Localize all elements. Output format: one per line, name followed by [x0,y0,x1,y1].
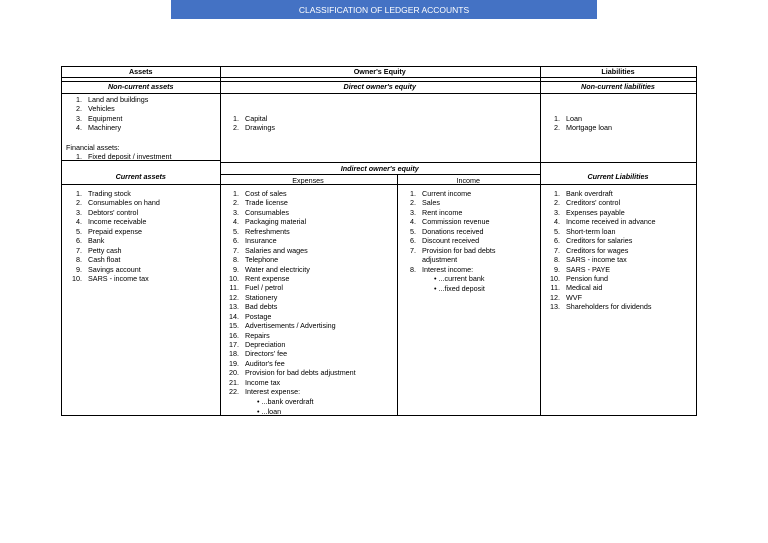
header-rule-1 [62,77,696,78]
non-current-liabilities-heading: Non-current liabilities [581,82,655,91]
liabilities-section-rule [540,162,696,163]
current-assets-heading: Current assets [115,172,166,181]
current-liabilities-heading: Current Liabilities [587,172,649,181]
column-divider-expenses-income [397,174,398,415]
current-liabilities-rule [540,184,696,185]
income-heading: Income [456,175,481,185]
expenses-heading: Expenses [292,175,324,185]
owners-equity-header: Owner's Equity [353,67,406,76]
interest-expense-loan: • ...loan [257,406,282,416]
column-divider-assets [220,67,221,415]
column-divider-liabilities [540,67,541,415]
liabilities-header: Liabilities [601,67,635,76]
ledger-classification-table: Assets Owner's Equity Liabilities Non-current assets Direct owner's equity Non-current liabilities 1. Land and buildings 2. Vehicles 3. Equipment 4. Machinery Financial assets: 1. Fixed deposit / investment 1. Capital 2. Drawings 1. Loan 2. Mortgage loan Current assets Indirect owner's equity Expenses Income Current Liabilities 1. Trading stock 2. Consumables on hand 3. Debtors' control 4. Income receivable 5. Prepaid expense 6. Bank 7. Petty cash 8. Cash float 9. Savings account 10. SARS - income tax 1. Cost of sales 2. Trade license 3. Consumables 4. Packaging material 5. Refreshments 6. Insurance 7. Salaries and wages 8. Telephone 9. Water and electricity 10. Rent expense 11. Fuel / petrol 12. Stationery 13. Bad debts 14. Postage 15. Advertisements / Advertising 16. Repairs 17. Depreciation 18. Directors' fee 19. Auditor's fee 20. Provision for bad debts adjustment 21. Income tax 22. Interest expense: • ...bank overdraft • ...loan 1. Current income 2. Sales 3. Rent income 4. Commission revenue 5. Donations received 6. Discount received 7. Provision for bad debts adjustment 8. Interest income: • ...current bank • ...fixed deposit 1. Bank overdraft 2. Creditors' control 3. Expenses payable 4. Income received in advance 5. Short-term loan 6. Creditors for salaries 7. Creditors for wages 8. SARS - income tax 9. SARS - PAYE 10. Pension fund 11. Medical aid 12. WVF 13. Shareholders for dividends [61,66,697,416]
subheader-rule [62,93,696,94]
non-current-assets-heading: Non-current assets [107,82,174,91]
indirect-equity-heading: Indirect owner's equity [340,163,419,173]
interest-income-current-bank: • ...current bank [434,274,485,283]
interest-expense-bank-overdraft: • ...bank overdraft [257,397,314,406]
current-assets-rule [62,184,220,185]
direct-equity-heading: Direct owner's equity [343,82,416,91]
page-title: CLASSIFICATION OF LEDGER ACCOUNTS [298,4,470,15]
assets-header: Assets [128,67,153,76]
page-title-banner [171,0,597,19]
interest-income-fixed-deposit: • ...fixed deposit [434,283,485,293]
equity-section-rule [220,162,541,163]
financial-assets-label: Financial assets: [66,143,120,152]
